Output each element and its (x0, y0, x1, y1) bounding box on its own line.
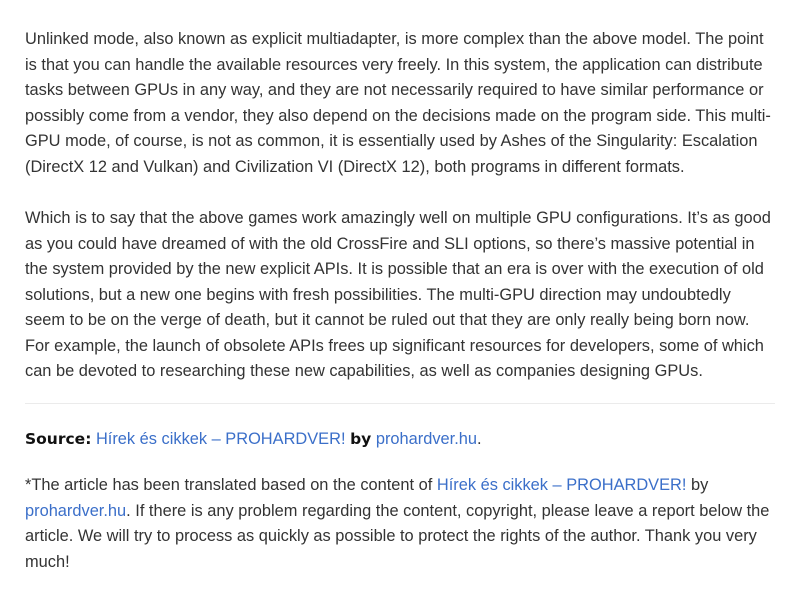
source-label: Source: (25, 430, 92, 448)
article-paragraph-2: Which is to say that the above games work amazingly well on multiple GPU configurations. It’s as good as you could have dreamed of with the old CrossFire and SLI options, so there’s massive potential in the system provided by the new explicit APIs. It is possible that an era is over with the execution of old solutions, but a new one begins with fresh possibilities. The multi-GPU direction may undoubtedly seem to be on the verge of death, but it cannot be ruled out that they are only really being born now. For example, the launch of obsolete APIs frees up significant resources for developers, some of which can be devoted to researching these new capabilities, as well as companies designing GPUs. (25, 209, 771, 380)
note-text-3: . If there is any problem regarding the content, copyright, please leave a report below the article. We will try to process as quickly as possible to protect the rights of the author. Thank you very much! (25, 501, 770, 571)
source-link-site[interactable]: prohardver.hu (375, 430, 477, 448)
note-text-1: *The article has been translated based on the content of (25, 476, 437, 494)
article-paragraph-1: Unlinked mode, also known as explicit multiadapter, is more complex than the above model. The point is that you can handle the available resources very freely. In this system, the application can distribute tasks between GPUs in any way, and they are not necessarily required to have similar performance or possibly come from a vendor, they also depend on the decisions made on the program side. This multi-GPU mode, of course, is not as common, it is essentially used by Ashes of the Singularity: Escalation (DirectX 12 and Vulkan) and Civilization VI (DirectX 12), both programs in different formats. (25, 30, 771, 176)
source-link-title[interactable]: Hírek és cikkek – PROHARDVER! (95, 430, 346, 448)
note-text-2: by (686, 476, 709, 494)
note-link-site[interactable]: prohardver.hu (25, 501, 127, 520)
translation-note (25, 473, 775, 575)
source-end: . (477, 430, 482, 448)
source-line (25, 427, 775, 453)
section-divider (25, 403, 775, 404)
source-by: by (350, 430, 372, 448)
note-link-title[interactable]: Hírek és cikkek – PROHARDVER! (436, 476, 687, 494)
article-body (25, 27, 775, 385)
